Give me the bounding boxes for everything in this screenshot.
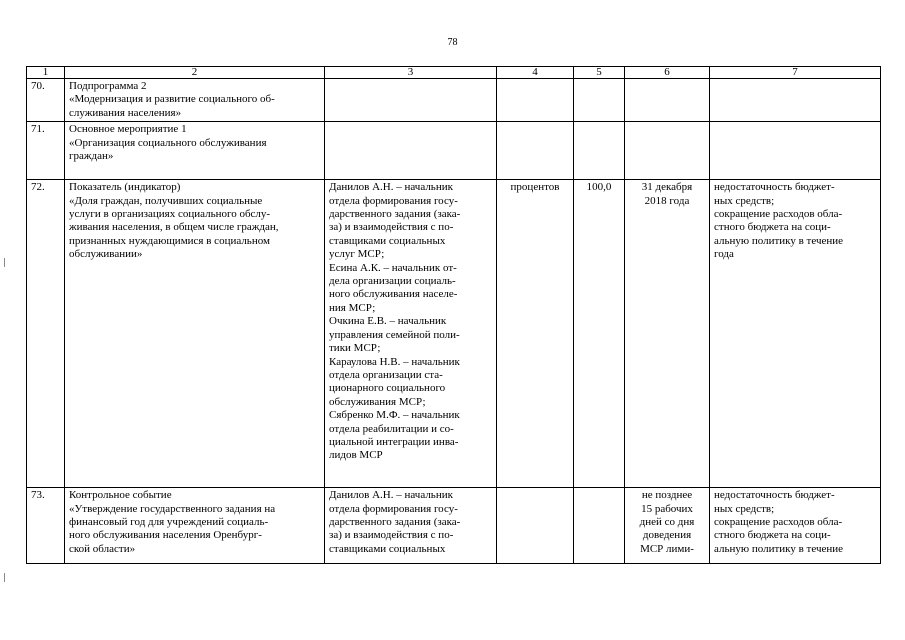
- row-number: 71.: [27, 122, 65, 180]
- row-deadline: 31 декабря 2018 года: [625, 180, 710, 488]
- row-risks: [710, 122, 881, 180]
- row-number: 72.: [27, 180, 65, 488]
- header-cell: 4: [497, 67, 574, 79]
- header-cell: 5: [574, 67, 625, 79]
- row-deadline: не позднее 15 рабочих дней со дня доведения МСР лими-: [625, 488, 710, 564]
- scan-edge-mark: [4, 258, 5, 267]
- row-description: Основное мероприятие 1 «Организация социального обслуживания граждан»: [65, 122, 325, 180]
- plan-table: [26, 66, 881, 564]
- row-value: [574, 122, 625, 180]
- header-cell: 3: [325, 67, 497, 79]
- row-unit: [497, 488, 574, 564]
- row-deadline: [625, 79, 710, 122]
- header-cell: 6: [625, 67, 710, 79]
- row-description: Показатель (индикатор) «Доля граждан, получивших социальные услуги в организациях социального обслу- живания населения, в общем числе граждан, признанных нуждающимися в социальном обслуживании»: [65, 180, 325, 488]
- table-row: [27, 180, 881, 488]
- row-responsible: [325, 122, 497, 180]
- row-risks: недостаточность бюджет- ных средств; сокращение расходов обла- стного бюджета на соци- альную политику в течение года: [710, 180, 881, 488]
- table-row: [27, 122, 881, 180]
- row-number: 73.: [27, 488, 65, 564]
- row-unit: процентов: [497, 180, 574, 488]
- table-row: [27, 488, 881, 564]
- row-unit: [497, 122, 574, 180]
- row-unit: [497, 79, 574, 122]
- table-row: [27, 79, 881, 122]
- row-responsible: Данилов А.Н. – начальник отдела формирования госу- дарственного задания (зака- за) и взаимодействия с по- ставщиками социальных услуг МСР; Есина А.К. – начальник от- дела организации социаль- ного обслуживания населе- ния МСР; Очкина Е.В. – начальник управления семейной поли- тики МСР; Караулова Н.В. – начальник отдела организации ста- ционарного социального обслуживания МСР; Сябренко М.Ф. – начальник отдела реабилитации и со- циальной интеграции инва- лидов МСР: [325, 180, 497, 488]
- row-deadline: [625, 122, 710, 180]
- table-header-row: [27, 67, 881, 79]
- page-number: 78: [447, 37, 458, 48]
- row-value: [574, 488, 625, 564]
- header-cell: 1: [27, 67, 65, 79]
- row-number: 70.: [27, 79, 65, 122]
- row-value: [574, 79, 625, 122]
- row-risks: недостаточность бюджет- ных средств; сокращение расходов обла- стного бюджета на соци- альную политику в течение: [710, 488, 881, 564]
- row-responsible: Данилов А.Н. – начальник отдела формирования госу- дарственного задания (зака- за) и взаимодействия с по- ставщиками социальных: [325, 488, 497, 564]
- row-responsible: [325, 79, 497, 122]
- row-value: 100,0: [574, 180, 625, 488]
- row-risks: [710, 79, 881, 122]
- header-cell: 2: [65, 67, 325, 79]
- scan-edge-mark: [4, 573, 5, 582]
- row-description: Контрольное событие «Утверждение государственного задания на финансовый год для учреждений социаль- ного обслуживания населения Оренбург- ской области»: [65, 488, 325, 564]
- header-cell: 7: [710, 67, 881, 79]
- row-description: Подпрограмма 2 «Модернизация и развитие социального об- служивания населения»: [65, 79, 325, 122]
